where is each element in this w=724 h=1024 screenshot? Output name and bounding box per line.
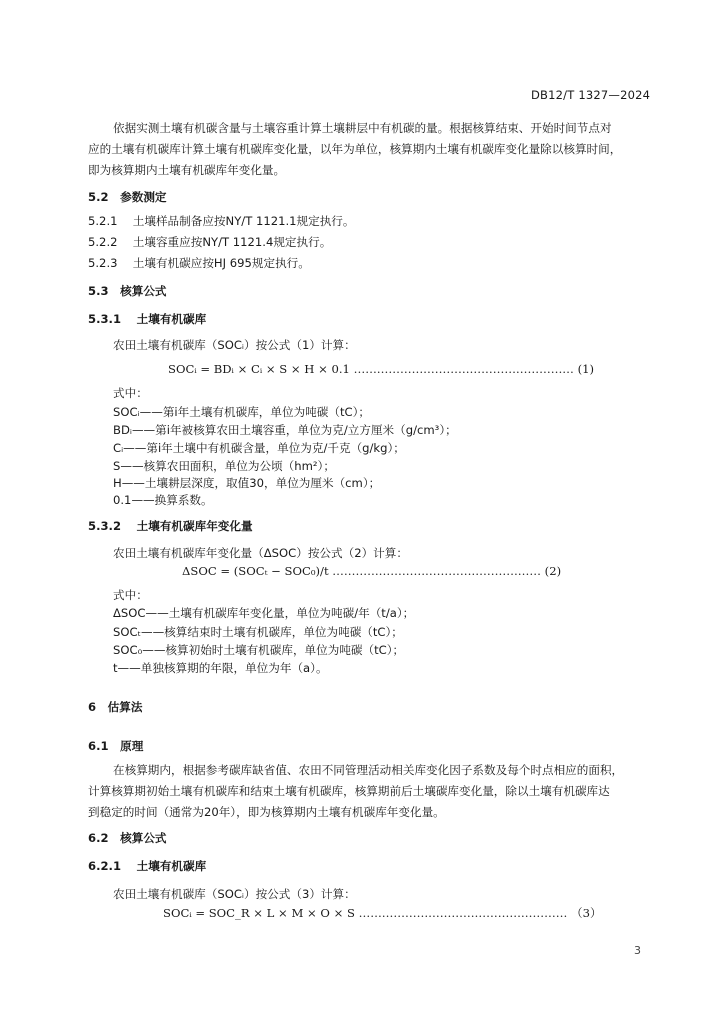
page-number: 3	[634, 944, 641, 957]
section-6-2-1-heading: 6.2.1 土壤有机碳库	[88, 859, 207, 873]
intro-line-1: 依据实测土壤有机碳含量与土壤容重计算土壤耕层中有机碳的量。根据核算结束、开始时间节点对	[113, 121, 612, 135]
item-5-2-2: 5.2.2 土壤容重应按NY/T 1121.4规定执行。	[88, 235, 332, 249]
intro-line-2: 应的土壤有机碳库计算土壤有机碳库变化量，以年为单位，核算期内土壤有机碳库变化量除以核算时间，	[88, 142, 622, 156]
section-6-heading: 6 估算法	[88, 700, 143, 714]
formula-2-def-soc0: SOC₀——核算初始时土壤有机碳库，单位为吨碳（tC）；	[113, 643, 405, 657]
formula-1-def-s: S——核算农田面积，单位为公顷（hm²）；	[113, 459, 335, 473]
section-5-3-heading: 5.3 核算公式	[88, 284, 167, 298]
formula-3-lead: 农田土壤有机碳库（SOCᵢ）按公式（3）计算：	[113, 887, 356, 901]
principle-line-1: 在核算期内，根据参考碳库缺省值、农田不同管理活动相关库变化因子系数及每个时点相应的面积，	[113, 763, 624, 777]
formula-1-lead: 农田土壤有机碳库（SOCᵢ）按公式（1）计算：	[113, 338, 356, 352]
formula-1-def-h: H——土壤耕层深度，取值30，单位为厘米（cm）；	[113, 476, 381, 490]
formula-1-def-c: Cᵢ——第i年土壤中有机碳含量，单位为克/千克（g/kg）；	[113, 441, 405, 455]
intro-line-3: 即为核算期内土壤有机碳库年变化量。	[88, 163, 286, 177]
formula-3: SOCᵢ = SOC_R × L × M × O × S ……………………………………………… （3）	[163, 906, 602, 920]
section-5-3-2-heading: 5.3.2 土壤有机碳库年变化量	[88, 519, 253, 533]
formula-1: SOCᵢ = BDᵢ × Cᵢ × S × H × 0.1 ………………………………………………… (1)	[168, 362, 594, 376]
document-number: DB12/T 1327—2024	[531, 88, 651, 102]
item-5-2-1: 5.2.1 土壤样品制备应按NY/T 1121.1规定执行。	[88, 214, 355, 228]
formula-2-def-soct: SOCₜ——核算结束时土壤有机碳库，单位为吨碳（tC）；	[113, 625, 403, 639]
formula-2: ΔSOC = (SOCₜ − SOC₀)/t ……………………………………………… (2)	[182, 564, 562, 578]
section-5-2-heading: 5.2 参数测定	[88, 190, 167, 204]
formula-1-def-soc: SOCᵢ——第i年土壤有机碳库，单位为吨碳（tC）；	[113, 405, 370, 419]
formula-2-def-dsoc: ΔSOC——土壤有机碳库年变化量，单位为吨碳/年（t/a）；	[113, 606, 415, 620]
item-5-2-3: 5.2.3 土壤有机碳应按HJ 695规定执行。	[88, 256, 310, 270]
formula-1-def-bd: BDᵢ——第i年被核算农田土壤容重，单位为克/立方厘米（g/cm³）；	[113, 423, 457, 437]
principle-line-3: 到稳定的时间（通常为20年），即为核算期内土壤有机碳库年变化量。	[88, 805, 445, 819]
formula-1-def-factor: 0.1——换算系数。	[113, 493, 213, 507]
formula-2-where: 式中：	[113, 588, 148, 602]
formula-2-def-t: t——单独核算期的年限，单位为年（a）。	[113, 661, 328, 675]
formula-2-lead: 农田土壤有机碳库年变化量（ΔSOC）按公式（2）计算：	[113, 546, 408, 560]
formula-1-where: 式中：	[113, 386, 148, 400]
section-6-1-heading: 6.1 原理	[88, 739, 144, 753]
section-5-3-1-heading: 5.3.1 土壤有机碳库	[88, 312, 207, 326]
section-6-2-heading: 6.2 核算公式	[88, 831, 167, 845]
principle-line-2: 计算核算期初始土壤有机碳库和结束土壤有机碳库，核算期前后土壤碳库变化量，除以土壤有机碳库达	[88, 784, 610, 798]
